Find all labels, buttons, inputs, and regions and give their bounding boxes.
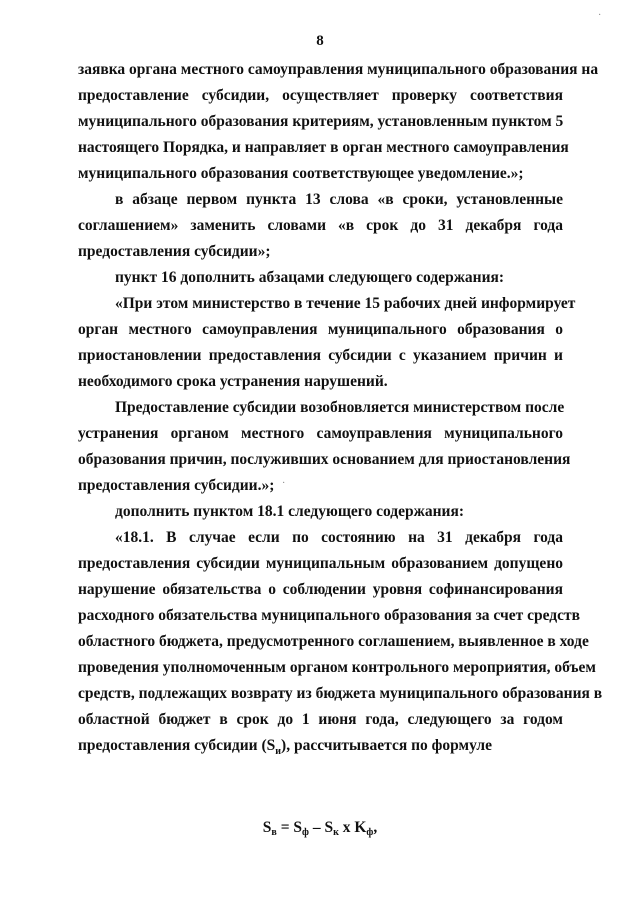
scan-speck: · <box>282 478 286 489</box>
formula-subscript: ф <box>302 827 309 838</box>
formula-subscript: к <box>333 827 339 838</box>
text-line: «При этом министерство в течение 15 рабочих дней информирует <box>115 295 576 312</box>
subscript: и <box>275 746 282 758</box>
text-line: нарушение обязательства о соблюдении уровня софинансирования <box>78 581 563 598</box>
text-line: предоставления субсидии.»; <box>78 477 275 494</box>
text-line: средств, подлежащих возврату из бюджета муниципального образования в <box>78 685 603 702</box>
formula-subscript: в <box>271 827 277 838</box>
scan-speck: · <box>598 10 602 21</box>
text-line: приостановлении предоставления субсидии с указанием причин и <box>78 347 563 364</box>
page-number: 8 <box>316 33 324 49</box>
formula-symbol: S <box>262 819 272 836</box>
text-line: пункт 16 дополнить абзацами следующего содержания: <box>115 269 505 286</box>
text-line: заявка органа местного самоуправления муниципального образования на <box>78 61 599 78</box>
formula-operator: = <box>276 819 294 836</box>
text-fragment: предоставления субсидии (S <box>78 737 276 754</box>
text-fragment: ), рассчитывается по формуле <box>281 737 493 754</box>
text-line: предоставления субсидии муниципальным образованием допущено <box>78 555 563 572</box>
text-line: соглашением» заменить словами «в срок до 31 декабря года <box>78 217 563 234</box>
text-line: проведения уполномоченным органом контрольного мероприятия, объем <box>78 659 596 676</box>
text-line: в абзаце первом пункта 13 слова «в сроки, установленные <box>115 191 563 208</box>
text-line: настоящего Порядка, и направляет в орган местного самоуправления <box>78 139 569 156</box>
text-line: предоставления субсидии»; <box>78 243 271 260</box>
text-line: Предоставление субсидии возобновляется министерством после <box>115 399 565 416</box>
text-line: орган местного самоуправления муниципального образования о <box>78 321 563 338</box>
text-line: дополнить пунктом 18.1 следующего содержания: <box>115 503 464 520</box>
text-line: областного бюджета, предусмотренного соглашением, выявленное в ходе <box>78 633 589 650</box>
text-line: областной бюджет в срок до 1 июня года, следующего за годом <box>78 711 563 728</box>
formula-operator: – <box>308 819 325 836</box>
text-line: устранения органом местного самоуправления муниципального <box>78 425 563 442</box>
text-line: муниципального образования соответствующее уведомление.»; <box>78 165 524 182</box>
text-line: «18.1. В случае если по состоянию на 31 декабря года <box>115 529 563 546</box>
formula <box>0 818 640 843</box>
text-line: муниципального образования критериям, установленным пунктом 5 <box>78 113 564 130</box>
formula-symbol: S <box>324 819 334 836</box>
text-line: образования причин, послуживших основанием для приостановления <box>78 451 571 468</box>
formula-operator: , <box>373 819 378 836</box>
formula-operator: х K <box>338 819 367 836</box>
text-line: расходного обязательства муниципального образования за счет средств <box>78 607 580 624</box>
formula-symbol: S <box>293 819 303 836</box>
text-line: необходимого срока устранения нарушений. <box>78 373 388 390</box>
formula-subscript: ф <box>366 827 374 838</box>
text-line-with-subscript <box>78 736 492 762</box>
text-line: предоставление субсидии, осуществляет проверку соответствия <box>78 87 563 104</box>
